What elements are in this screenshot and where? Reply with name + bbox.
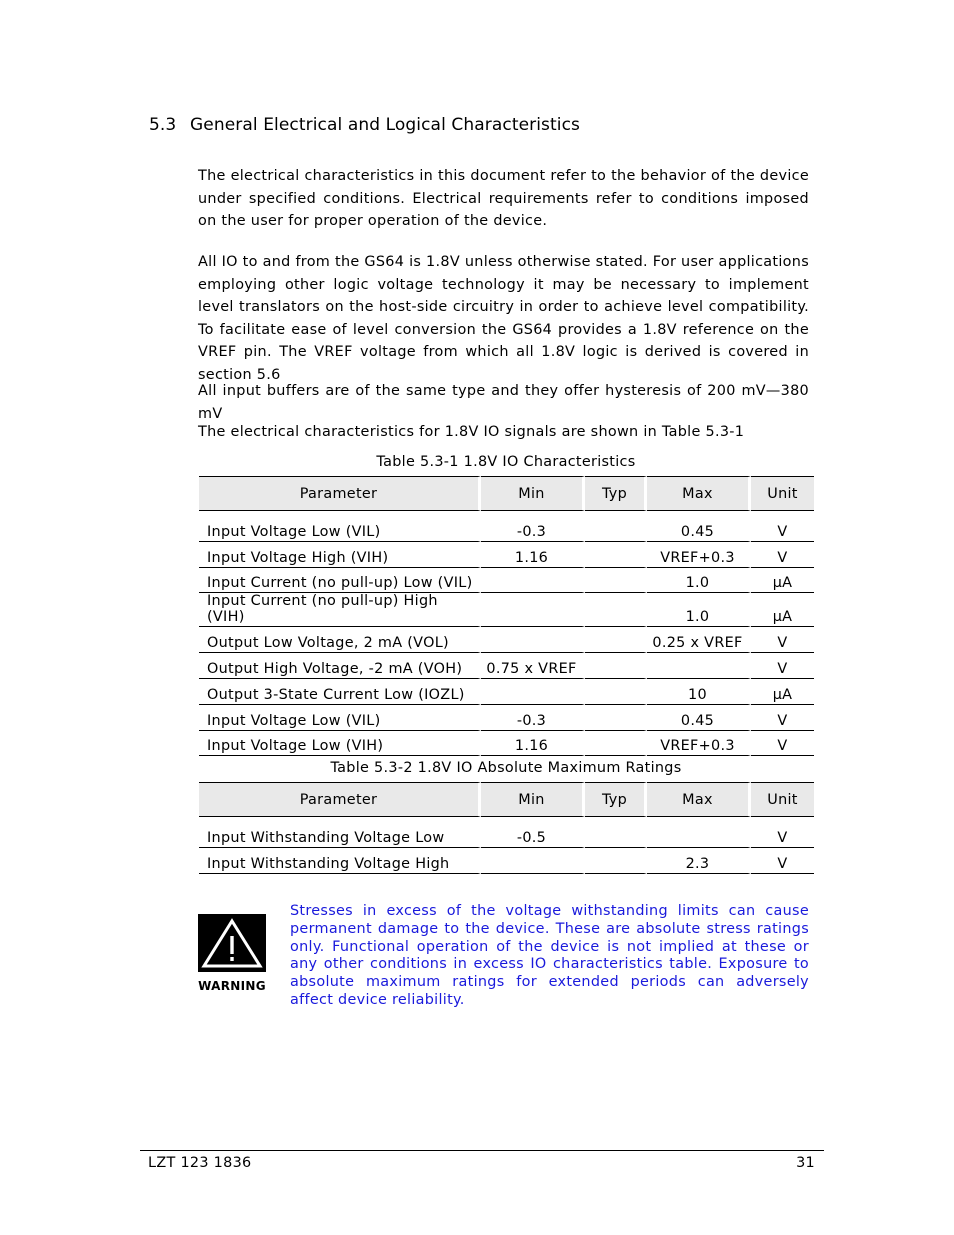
table-cell: V [751, 627, 814, 653]
table-cell: 0.45 [647, 705, 751, 731]
column-header: Max [647, 476, 751, 511]
table-cell [585, 593, 647, 627]
table-cell [585, 679, 647, 705]
column-header: Typ [585, 782, 647, 817]
table-cell: V [751, 848, 814, 874]
table-cell: Input Withstanding Voltage Low [199, 822, 481, 848]
table-cell: μA [751, 593, 814, 627]
footer-doc-number: LZT 123 1836 [148, 1155, 252, 1171]
table-header-row [199, 476, 814, 511]
footer-page-number: 31 [796, 1155, 815, 1171]
column-header: Min [481, 476, 585, 511]
column-header: Min [481, 782, 585, 817]
table-cell [481, 627, 585, 653]
paragraph-intro: The electrical characteristics in this document refer to the behavior of the device under specified conditions. Electrical requirements refer to conditions imposed on the user for proper operation of the device. [198, 168, 809, 230]
table-cell: Input Voltage High (VIH) [199, 542, 481, 568]
table-cell: VREF+0.3 [647, 731, 751, 757]
column-header: Typ [585, 476, 647, 511]
absolute-maximum-ratings-table [199, 782, 814, 874]
table-cell: 1.0 [647, 593, 751, 627]
table-cell [481, 679, 585, 705]
table-cell [481, 568, 585, 594]
table-cell: Input Current (no pull-up) Low (VIL) [199, 568, 481, 594]
column-header: Parameter [199, 476, 481, 511]
table-row [199, 679, 814, 705]
table-cell: Output 3-State Current Low (IOZL) [199, 679, 481, 705]
warning-triangle-icon [198, 914, 266, 972]
table-row [199, 731, 814, 757]
table-cell: Input Voltage Low (VIL) [199, 705, 481, 731]
table-cell: Input Current (no pull-up) High (VIH) [199, 593, 481, 627]
paragraph-io-voltage: All IO to and from the GS64 is 1.8V unless otherwise stated. For user applications employing other logic voltage technology it may be necessary to implement level translators on the host-side circuitry in order to achieve level compatibility. To facilitate ease of level conversion the GS64 provides a 1.8V reference on the VREF pin. The VREF voltage from which all 1.8V logic is derived is covered in section 5.6 [198, 254, 809, 383]
table-cell: Input Voltage Low (VIH) [199, 731, 481, 757]
paragraph-table-reference: The electrical characteristics for 1.8V IO signals are shown in Table 5.3-1 [198, 424, 745, 440]
table-cell: Output High Voltage, -2 mA (VOH) [199, 653, 481, 679]
table-cell: V [751, 653, 814, 679]
table-row [199, 653, 814, 679]
io-characteristics-table [199, 476, 814, 756]
table1-caption: Table 5.3-1 1.8V IO Characteristics [376, 454, 636, 470]
table-cell: -0.3 [481, 516, 585, 542]
table2-caption: Table 5.3-2 1.8V IO Absolute Maximum Ratings [330, 760, 682, 776]
table-cell [585, 627, 647, 653]
table-cell [585, 731, 647, 757]
section-title: General Electrical and Logical Characteristics [190, 115, 581, 135]
table-cell [585, 705, 647, 731]
table-row [199, 568, 814, 594]
table-cell: V [751, 822, 814, 848]
table-header-row [199, 782, 814, 817]
table-cell: V [751, 542, 814, 568]
table-row [199, 627, 814, 653]
table-cell: V [751, 516, 814, 542]
table-row [199, 848, 814, 874]
table-cell [585, 822, 647, 848]
table-cell: μA [751, 679, 814, 705]
table-cell [481, 593, 585, 627]
table-cell: -0.5 [481, 822, 585, 848]
table-cell: 1.0 [647, 568, 751, 594]
table-cell: 1.16 [481, 731, 585, 757]
table-cell: 0.45 [647, 516, 751, 542]
table-cell [585, 653, 647, 679]
paragraph-hysteresis: All input buffers are of the same type and they offer hysteresis of 200 mV—380 mV [198, 383, 809, 422]
table-cell: V [751, 731, 814, 757]
table-row [199, 593, 814, 627]
table-row [199, 705, 814, 731]
warning-label: WARNING [198, 979, 266, 993]
column-header: Unit [751, 476, 814, 511]
table-cell: 10 [647, 679, 751, 705]
table-cell: Input Withstanding Voltage High [199, 848, 481, 874]
column-header: Unit [751, 782, 814, 817]
table-cell: Input Voltage Low (VIL) [199, 516, 481, 542]
table-cell: 1.16 [481, 542, 585, 568]
table-row [199, 822, 814, 848]
warning-text: Stresses in excess of the voltage withstanding limits can cause permanent damage to the device. These are absolute stress ratings only. Functional operation of the device is not implied at these or any other conditions in excess IO characteristics table. Exposure to absolute maximum ratings for extended periods can adversely affect device reliability. [290, 903, 809, 1008]
section-heading [149, 115, 580, 135]
table-cell [585, 516, 647, 542]
table-cell [585, 848, 647, 874]
table-cell [647, 822, 751, 848]
table-cell: VREF+0.3 [647, 542, 751, 568]
column-header: Parameter [199, 782, 481, 817]
section-number: 5.3 [149, 115, 177, 135]
table-cell [647, 653, 751, 679]
table-cell: μA [751, 568, 814, 594]
table-cell: 2.3 [647, 848, 751, 874]
column-header: Max [647, 782, 751, 817]
table-cell: 0.25 x VREF [647, 627, 751, 653]
table-cell: Output Low Voltage, 2 mA (VOL) [199, 627, 481, 653]
table-cell: 0.75 x VREF [481, 653, 585, 679]
table-row [199, 542, 814, 568]
footer-divider [140, 1150, 824, 1151]
table-cell: -0.3 [481, 705, 585, 731]
table-cell [481, 848, 585, 874]
table-cell [585, 542, 647, 568]
table-cell [585, 568, 647, 594]
table-cell: V [751, 705, 814, 731]
table-row [199, 516, 814, 542]
